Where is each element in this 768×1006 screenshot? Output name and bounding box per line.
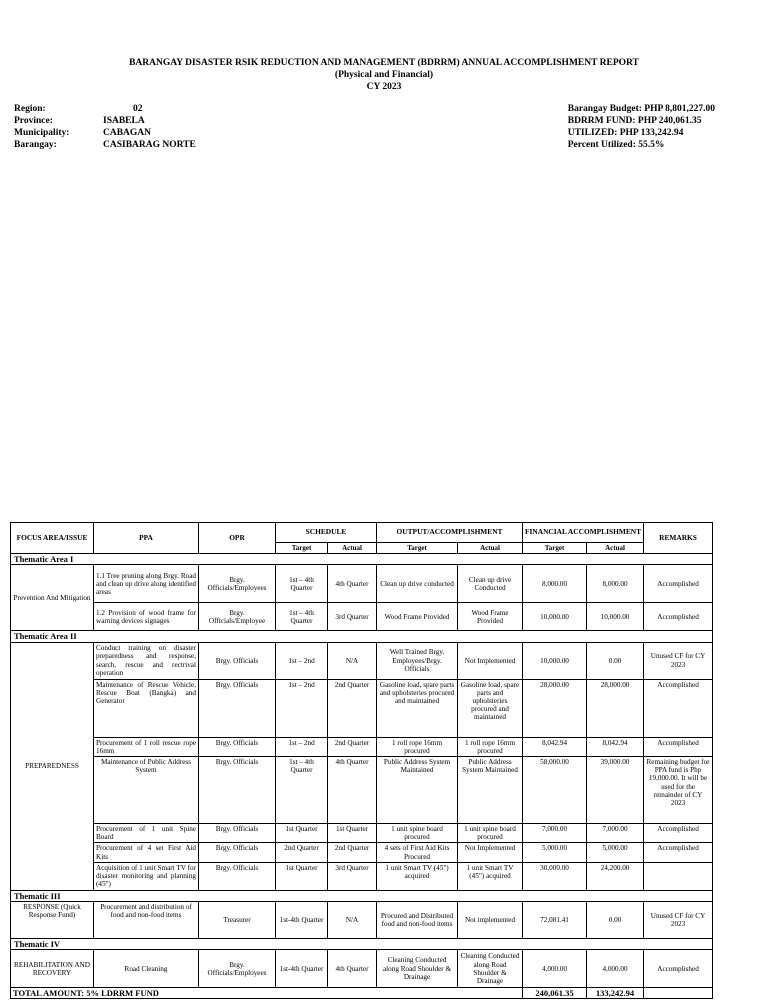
financial-target-cell: 4,000.00 — [523, 950, 587, 988]
schedule-actual-cell: N/A — [328, 902, 377, 939]
header-output-target: Target — [377, 543, 458, 554]
header-opr: OPR — [199, 523, 276, 554]
province-label: Province: — [14, 116, 53, 126]
output-actual-cell: 1 unit spine board procured — [458, 824, 523, 843]
output-target-cell: Gasoline load, spare parts and upholsteries procured and maintained — [377, 679, 458, 737]
schedule-actual-cell: 4th Quarter — [328, 565, 377, 603]
schedule-target-cell: 1st-4th Quarter — [276, 902, 328, 939]
budget-info — [568, 103, 715, 151]
total-target: 240,061.35 — [523, 988, 587, 999]
output-actual-cell: Clean up drive Conducted — [458, 565, 523, 603]
schedule-actual-cell: 2nd Quarter — [328, 679, 377, 737]
opr-cell: Treasurer — [199, 902, 276, 939]
remarks-cell: Accomplished — [644, 737, 713, 756]
financial-actual-cell: 8,000.00 — [587, 565, 644, 603]
remarks-cell — [644, 862, 713, 890]
percent-utilized: Percent Utilized: 55.5% — [567, 140, 665, 150]
schedule-actual-cell: 4th Quarter — [328, 950, 377, 988]
schedule-target-cell: 1st Quarter — [276, 862, 328, 890]
location-info — [14, 103, 196, 151]
region-value: 02 — [133, 104, 143, 114]
header-schedule-target: Target — [276, 543, 328, 554]
remarks-cell: Unused CF for CY 2023 — [644, 902, 713, 939]
focus-rehabilitation: REHABILITATION AND RECOVERY — [11, 950, 94, 988]
barangay-value: CASIBARAG NORTE — [103, 140, 196, 150]
opr-cell: Brgy. Officials/Employees — [199, 565, 276, 603]
remarks-cell: Accomplished — [644, 950, 713, 988]
schedule-actual-cell: 4th Quarter — [328, 757, 377, 824]
province-value: ISABELA — [103, 116, 145, 126]
remarks-cell: Accomplished — [644, 843, 713, 862]
schedule-target-cell: 1st – 4th Quarter — [276, 603, 328, 631]
remarks-cell: Accomplished — [644, 603, 713, 631]
remarks-cell: Accomplished — [644, 679, 713, 737]
output-target-cell: Wood Frame Provided — [377, 603, 458, 631]
output-actual-cell: Not implemented — [458, 902, 523, 939]
financial-actual-cell: 7,000.00 — [587, 824, 644, 843]
opr-cell: Brgy. Officials — [199, 862, 276, 890]
title-line-3: CY 2023 — [366, 82, 402, 92]
municipality-label: Municipality: — [14, 128, 70, 138]
financial-actual-cell: 4,000.00 — [587, 950, 644, 988]
output-actual-cell: Cleaning Conducted along Road Shoulder & Drainage — [458, 950, 523, 988]
utilized-amount: UTILIZED: PHP 133,242.94 — [567, 128, 684, 138]
opr-cell: Brgy. Officials — [199, 843, 276, 862]
financial-target-cell: 10,000.00 — [523, 642, 587, 679]
schedule-target-cell: 1st – 2nd — [276, 679, 328, 737]
section-thematic-3: Thematic III — [11, 890, 713, 901]
ppa-cell: Acquisition of 1 unit Smart TV for disaster monitoring and planning (45") — [94, 862, 199, 890]
financial-actual-cell: 28,000.00 — [587, 679, 644, 737]
section-thematic-2: Thematic Area II — [11, 631, 713, 642]
header-output: OUTPUT/ACCOMPLISHMENT — [377, 523, 523, 543]
total-actual: 133,242.94 — [587, 988, 644, 999]
opr-cell: Brgy. Officials — [199, 737, 276, 756]
output-actual-cell: Wood Frame Provided — [458, 603, 523, 631]
output-target-cell: Cleaning Conducted along Road Shoulder & Drainage — [377, 950, 458, 988]
header-schedule-actual: Actual — [328, 543, 377, 554]
ppa-cell: Maintenance of Public Address System — [94, 757, 199, 824]
schedule-target-cell: 1st – 4th Quarter — [276, 565, 328, 603]
financial-target-cell: 7,000.00 — [523, 824, 587, 843]
financial-target-cell: 72,081.41 — [523, 902, 587, 939]
schedule-actual-cell: 1st Quarter — [328, 824, 377, 843]
output-target-cell: Public Address System Maintained — [377, 757, 458, 824]
report-title — [0, 57, 768, 93]
opr-cell: Brgy. Officials — [199, 824, 276, 843]
financial-target-cell: 8,000.00 — [523, 565, 587, 603]
municipality-value: CABAGAN — [103, 128, 152, 138]
opr-cell: Brgy. Officials/Employees — [199, 950, 276, 988]
output-actual-cell: 1 unit Smart TV (45") acquired — [458, 862, 523, 890]
financial-actual-cell: 39,000.00 — [587, 757, 644, 824]
opr-cell: Brgy. Officials/Employee — [199, 603, 276, 631]
section-thematic-4: Thematic IV — [11, 939, 713, 950]
remarks-cell: Accomplished — [644, 824, 713, 843]
schedule-target-cell: 1st-4th Quarter — [276, 950, 328, 988]
financial-actual-cell: 0.00 — [587, 902, 644, 939]
output-target-cell: 1 unit Smart TV (45") acquired — [377, 862, 458, 890]
financial-actual-cell: 10,000.00 — [587, 603, 644, 631]
output-actual-cell: Not Implemented — [458, 843, 523, 862]
output-actual-cell: Gasoline load, spare parts and upholsteries procured and maintained — [458, 679, 523, 737]
accomplishment-table — [10, 522, 713, 999]
schedule-target-cell: 1st – 2nd — [276, 737, 328, 756]
output-actual-cell: Public Address System Maintained — [458, 757, 523, 824]
ppa-cell: Conduct training on disaster preparedness and response, search, rescue and rectrival operation — [94, 642, 199, 679]
total-remarks — [644, 988, 713, 999]
financial-target-cell: 58,000.00 — [523, 757, 587, 824]
output-target-cell: 4 sets of First Aid Kits Procured — [377, 843, 458, 862]
header-focus: FOCUS AREA/ISSUE — [11, 523, 94, 554]
total-label: TOTAL AMOUNT: 5% LDRRM FUND — [11, 988, 523, 999]
opr-cell: Brgy. Officials — [199, 757, 276, 824]
output-actual-cell: Not Implemented — [458, 642, 523, 679]
header-schedule: SCHEDULE — [276, 523, 377, 543]
title-line-2: (Physical and Financial) — [334, 70, 434, 80]
output-target-cell: Well Trained Brgy. Employees/Brgy. Officials — [377, 642, 458, 679]
remarks-cell: Accomplished — [644, 565, 713, 603]
financial-target-cell: 30,000.00 — [523, 862, 587, 890]
output-target-cell: 1 unit spine board procured — [377, 824, 458, 843]
schedule-target-cell: 1st – 2nd — [276, 642, 328, 679]
financial-target-cell: 5,000.00 — [523, 843, 587, 862]
header-remarks: REMARKS — [644, 523, 713, 554]
schedule-actual-cell: 2nd Quarter — [328, 843, 377, 862]
output-actual-cell: 1 roll rope 16mm procured — [458, 737, 523, 756]
ppa-cell: Procurement of 1 roll rescue rope 16mm — [94, 737, 199, 756]
output-target-cell: Procured and Distributed food and non-food items — [377, 902, 458, 939]
output-target-cell: 1 roll rope 16mm procured — [377, 737, 458, 756]
header-financial-target: Target — [523, 543, 587, 554]
bdrrm-fund: BDRRM FUND: PHP 240,061.35 — [567, 116, 702, 126]
financial-actual-cell: 0.00 — [587, 642, 644, 679]
focus-prevention: Prevention And Mitigation — [11, 565, 94, 631]
output-target-cell: Clean up drive conducted — [377, 565, 458, 603]
barangay-budget: Barangay Budget: PHP 8,801,227.00 — [567, 104, 715, 114]
financial-target-cell: 10,000.00 — [523, 603, 587, 631]
ppa-cell: 1.1 Tree pruning along Brgy. Road and clean up drive along identified areas — [94, 565, 199, 603]
ppa-cell: Procurement of 4 set First Aid Kits — [94, 843, 199, 862]
barangay-label: Barangay: — [14, 140, 57, 150]
schedule-actual-cell: 3rd Quarter — [328, 603, 377, 631]
schedule-actual-cell: 3rd Quarter — [328, 862, 377, 890]
financial-actual-cell: 8,042.94 — [587, 737, 644, 756]
ppa-cell: Road Cleaning — [94, 950, 199, 988]
schedule-actual-cell: N/A — [328, 642, 377, 679]
header-financial-actual: Actual — [587, 543, 644, 554]
header-financial: FINANCIAL ACCOMPLISHMENT — [523, 523, 644, 543]
ppa-cell: Maintenance of Rescue Vehicle, Rescue Boat (Bangka) and Generator — [94, 679, 199, 737]
focus-preparedness: PREPAREDNESS — [11, 642, 94, 890]
schedule-actual-cell: 2nd Quarter — [328, 737, 377, 756]
financial-target-cell: 28,000.00 — [523, 679, 587, 737]
focus-response: RESPONSE (Quick Response Fund) — [11, 902, 94, 939]
header-output-actual: Actual — [458, 543, 523, 554]
schedule-target-cell: 2nd Quarter — [276, 843, 328, 862]
financial-actual-cell: 24,200.00 — [587, 862, 644, 890]
schedule-target-cell: 1st – 4th Quarter — [276, 757, 328, 824]
ppa-cell: Procurement and distribution of food and non-food items — [94, 902, 199, 939]
schedule-target-cell: 1st Quarter — [276, 824, 328, 843]
region-label: Region: — [14, 104, 46, 114]
title-line-1: BARANGAY DISASTER RSIK REDUCTION AND MANAGEMENT (BDRRM) ANNUAL ACCOMPLISHMENT REPORT — [129, 58, 639, 68]
header-ppa: PPA — [94, 523, 199, 554]
remarks-cell: Remaining budget for PPA fund is Php 19,000.00. It will be used for the remainder of CY 2023 — [644, 757, 713, 824]
section-thematic-1: Thematic Area I — [11, 554, 713, 565]
ppa-cell: Procurement of 1 unit Spine Board — [94, 824, 199, 843]
opr-cell: Brgy. Officials — [199, 642, 276, 679]
financial-actual-cell: 5,000.00 — [587, 843, 644, 862]
remarks-cell: Unused CF for CY 2023 — [644, 642, 713, 679]
opr-cell: Brgy. Officials — [199, 679, 276, 737]
financial-target-cell: 8,042.94 — [523, 737, 587, 756]
ppa-cell: 1.2 Provision of wood frame for warning devices signages — [94, 603, 199, 631]
